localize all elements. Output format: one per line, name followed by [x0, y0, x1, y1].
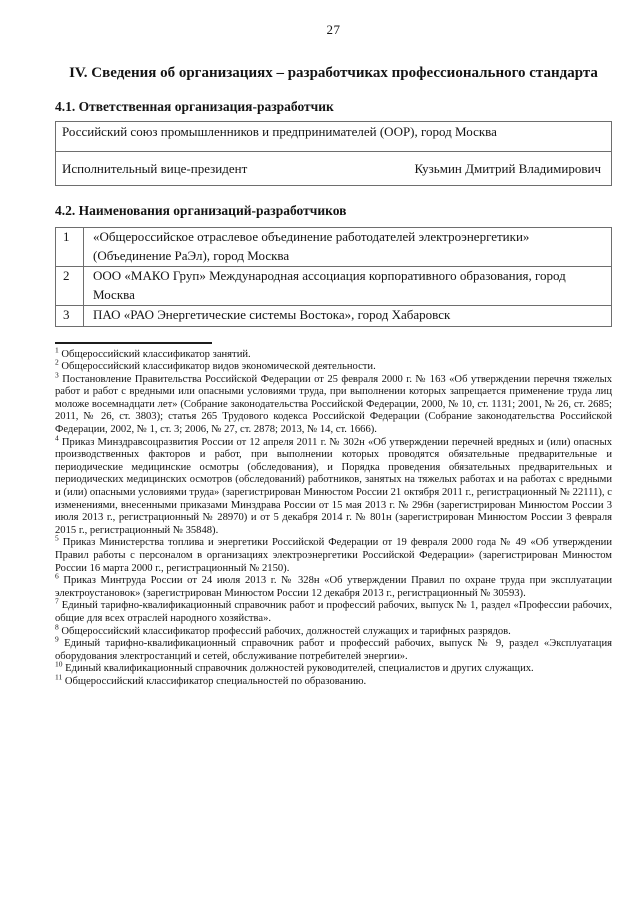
section-4-1-label: 4.1. Ответственная организация-разработчик — [55, 99, 334, 114]
footnote — [55, 622, 612, 639]
responsible-organization-cell: Российский союз промышленников и предпринимателей (ООР), город Москва — [56, 122, 611, 152]
footnote-text: Общероссийский классификатор специальностей по образованию. — [64, 675, 367, 687]
row-number-cell: 1 — [56, 228, 84, 266]
footnote-text: Единый квалификационный справочник должностей руководителей, специалистов и других служащих. — [65, 663, 534, 675]
person-name: Кузьмин Дмитрий Владимирович — [414, 160, 601, 176]
footnote-text: Единый тарифно-квалификационный справочник работ и профессий рабочих, выпуск № 9, раздел «Эксплуатация оборудования электростанций и сетей, обслуживание потребителей энергии». — [55, 638, 613, 662]
footnote-text: Единый тарифно-квалификационный справочник работ и профессий рабочих, выпуск № 1, раздел «Профессии рабочих, общие для всех отраслей народного хозяйства». — [55, 600, 612, 624]
organization-name-cell: «Общероссийское отраслевое объединение работодателей электроэнергетики» (Объединение РаЭл), город Москва — [93, 229, 530, 263]
row-number-cell: 2 — [56, 267, 84, 305]
footnote-text: Приказ Министерства топлива и энергетики Российской Федерации от 19 февраля 2000 года № 49 «Об утверждении Правил работы с персоналом в организациях электроэнергетики Российской Федерации» (зарегистрирован Минюстом России 16 марта 2000 г., регистрационный № 2150). — [55, 537, 612, 574]
developer-organizations-table — [55, 227, 612, 327]
footnote — [55, 596, 612, 625]
footnote-text: Постановление Правительства Российской Федерации от 25 февраля 2000 г. № 163 «Об утверждении перечня тяжелых работ и работ с вредными или опасными условиями труда, при выполнении которых запрещается применение труда лиц моложе восемнадцати лет» (Собрание законодательства Российской Федерации, 2000, № 10, ст. 1131; 2001, № 26, ст. 2685; 2011, № 26, ст. 3803); статья 265 Трудового кодекса Российской Федерации (Собрание законодательства Российской Федерации, 2002, № 1, ст. 3; 2006, № 27, ст. 2878; 2013, № 14, ст. 1666). — [55, 373, 612, 436]
footnote-number: 1 — [55, 344, 59, 354]
footnote — [55, 357, 612, 374]
footnote-number: 11 — [55, 672, 63, 682]
row-number-cell: 3 — [56, 306, 84, 326]
footnote — [55, 571, 612, 600]
organization-name-cell: ООО «МАКО Груп» Международная ассоциация корпоративного образования, город Москва — [93, 268, 566, 302]
responsible-person-row — [56, 152, 611, 185]
footnote — [55, 433, 612, 538]
section-heading: IV. Сведения об организациях – разработчиках профессионального стандарта — [69, 65, 598, 81]
footnote-text: Приказ Минтруда России от 24 июля 2013 г. № 328н «Об утверждении Правил по охране труда при эксплуатации электроустановок» (зарегистрирован Минюстом России 12 декабря 2013 г., регистрационный № 30593). — [55, 575, 612, 599]
table-row — [56, 228, 611, 267]
footnote-number: 3 — [55, 370, 59, 380]
footnote-text: Общероссийский классификатор видов экономической деятельности. — [61, 361, 376, 373]
footnote — [55, 370, 612, 437]
table-row — [56, 306, 611, 326]
footnote-text: Общероссийский классификатор профессий рабочих, должностей служащих и тарифных разрядов. — [61, 625, 511, 637]
footnote-text: Общероссийский классификатор занятий. — [61, 348, 251, 360]
footnote-number: 4 — [55, 433, 59, 443]
footnote-number: 2 — [55, 357, 59, 367]
page-number: 27 — [326, 22, 341, 37]
footnote — [55, 533, 612, 575]
footnote-separator — [55, 342, 212, 344]
footnote — [55, 634, 613, 663]
footnote-number: 5 — [55, 533, 59, 543]
footnote-number: 10 — [55, 659, 63, 669]
footnote — [55, 659, 612, 676]
footnote-number: 7 — [55, 596, 59, 606]
section-4-2-label: 4.2. Наименования организаций-разработчиков — [55, 203, 347, 218]
footnote — [55, 344, 612, 362]
footnotes-section — [55, 344, 613, 689]
footnote-text: Приказ Минздравсоцразвития России от 12 апреля 2011 г. № 302н «Об утверждении перечней вредных и (или) опасных производственных факторов и работ, при выполнении которых проводятся обязательные предварительные и периодические медицинские осмотры (обследования), и Порядка проведения обязательных предварительных и периодических медицинских осмотров (обследований) работников, занятых на тяжелых работах и на работах с вредными и (или) опасными условиями труда» (зарегистрирован Минюстом России 21 октября 2011 г., регистрационный № 22111), с изменениями, внесенными приказами Минздрава России от 15 мая 2013 г. № 296н (зарегистрирован Минюстом России 3 июля 2013 г., регистрационный № 28970) и от 5 декабря 2014 г. № 801н (зарегистрирован Минюстом России 3 февраля 2015 г., регистрационный № 35848). — [55, 436, 612, 536]
organization-name-cell: ПАО «РАО Энергетические системы Востока», город Хабаровск — [93, 307, 451, 322]
person-position: Исполнительный вице-президент — [62, 160, 248, 176]
responsible-organization-table — [55, 121, 612, 186]
footnote-number: 9 — [55, 634, 59, 644]
footnote — [55, 672, 612, 689]
table-row — [56, 267, 611, 306]
footnote-number: 8 — [55, 622, 59, 632]
footnote-number: 6 — [55, 571, 59, 581]
